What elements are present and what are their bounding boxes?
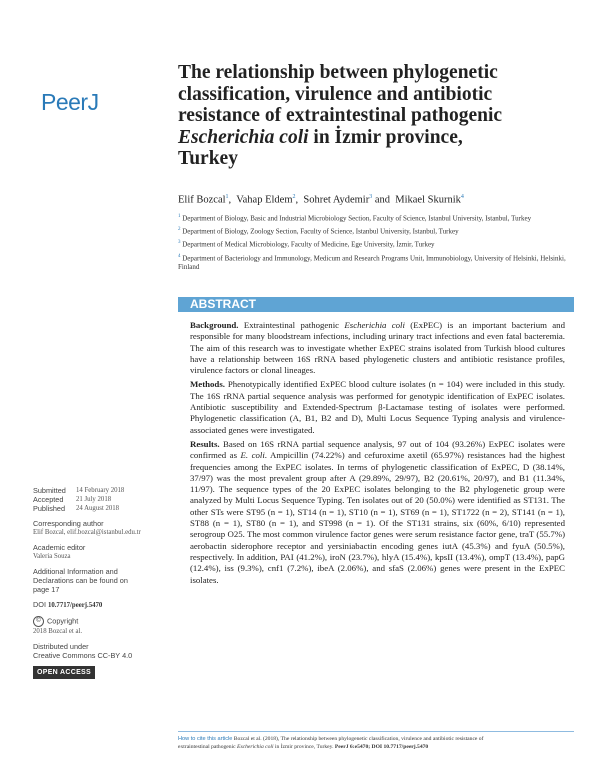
affiliation-mark: 2 — [178, 227, 181, 233]
copyright-label: Copyright — [47, 616, 79, 626]
published-label: Published — [33, 504, 66, 513]
author-list: Elif Bozcal$^1$, Vahap Eldem$^2$, Sohret Aydemir$^3$ and Mikael Skurnik$^4$ — [178, 194, 464, 206]
published-row — [33, 504, 173, 513]
species-name: Escherichia coli — [344, 320, 405, 330]
doi-label: DOI — [33, 600, 46, 609]
academic-editor-name: Valeria Souza — [33, 553, 71, 560]
affiliation-mark: 4 — [178, 253, 181, 259]
submitted-date: 14 February 2018 — [76, 487, 125, 494]
affiliation-item — [178, 238, 568, 250]
footer-divider — [178, 731, 574, 732]
affiliation-mark: 1 — [178, 214, 181, 219]
citation-text: extraintestinal pathogenic — [178, 743, 238, 750]
doi-link[interactable]: 10.7717/peerj.5470 — [47, 602, 103, 609]
section-label: Background. — [190, 320, 239, 330]
article-info-sidebar — [33, 486, 173, 679]
academic-editor-label: Academic editor — [33, 543, 86, 552]
doi-row — [33, 600, 173, 610]
section-label: Methods. — [190, 379, 225, 390]
author-affiliation-mark: 4 — [460, 194, 464, 200]
text-run: (ExPEC) is an important bacterium and responsible for many bloodstream infections, including urinary tract infections and even fatal bacteremia. The aim of this research was to investigate whether ExPEC strains isolated from Turkish blood cultures have a relationship between 16S rRNA based phylogenetic clusters and antibiotic resistance profiles, virulence factors or clonal lineages. — [190, 320, 565, 376]
author-affiliation-mark: 3 — [369, 194, 373, 200]
open-access-badge: OPEN ACCESS — [33, 666, 95, 679]
abstract-background — [190, 320, 565, 376]
affiliation-list — [178, 212, 568, 274]
author-affiliation-mark: 1 — [225, 194, 229, 200]
species-name: E. coli — [240, 450, 265, 461]
abstract-body — [190, 320, 565, 589]
author-name[interactable]: Vahap Eldem — [236, 194, 293, 206]
text-run: . Ampicillin (74.22%) and cefuroxime axetil (65.97%) resistances had the highest frequencies among the ExPEC isolates. In terms of phylogenetic classification of ExPEC, D (38.14%, 37/97) was the most prevalent group after A (29.89%, 29/97), B2 (20.61%, 20/97), and B1 (11.34%, 11/97). The sequence types of the 20 ExPEC isolates belonging to the B2 phylogenetic group were analyzed by Multi Locus Sequence Typing. Ten isolates out of 20 (50.0%) were identified as ST131. The other STs were ST95 (n = 1), ST14 (n = 1), ST10 (n = 1), ST69 (n = 1), ST1722 (n = 2), ST141 (n = 1), ST88 (n = 1), ST80 (n = 1), and ST998 (n = 1). Of the ST131 strains, six (60%, 6/10) represented serogroup O25. The most common virulence factor genes were serum resistance factor gene, traT (55.7%) aerobactin siderophore receptor and yersiniabactin encoding genes iutA (45.3%) and fyuA (50.5%), respectively. In addition, PAI (41.2%), iroN (23.7%), hlyA (15.4%), kpsII (13.4%), ompT (13.4%), papG (12.4%), iss (9.3%), cnf1 (7.2%), ibeA (2.06%), and sfaS (2.06%) genes were present in the ExPEC isolates. — [190, 450, 565, 585]
author-name[interactable]: Mikael Skurnik — [395, 194, 461, 206]
peerj-logo: PeerJ — [41, 89, 99, 115]
citation-text: in İzmir province, Turkey. — [273, 743, 335, 750]
author-name[interactable]: Sohret Aydemir — [303, 194, 370, 206]
license-line: Distributed under — [33, 642, 89, 651]
affiliation-text: Department of Biology, Zoology Section, Faculty of Science, Istanbul University, Istanbul, Turkey — [182, 227, 459, 236]
text-run: Extraintestinal pathogenic — [238, 320, 345, 330]
copyright-holder: 2018 Bozcal et al. — [33, 628, 83, 635]
title-line-4-rest: in İzmir province, — [308, 126, 463, 148]
article-title — [178, 62, 568, 170]
affiliation-text: Department of Biology, Basic and Industrial Microbiology Section, Faculty of Science, Istanbul University, Istanbul, Turkey — [182, 214, 532, 223]
title-line-5: Turkey — [178, 148, 238, 169]
accepted-date: 21 July 2018 — [76, 496, 112, 503]
text-run: Based on 16S rRNA partial sequence analysis, 97 out of 104 (93.26%) ExPEC isolates were confirmed as — [190, 438, 565, 461]
affiliation-text: Department of Medical Microbiology, Faculty of Medicine, Ege University, İzmir, Turkey — [182, 240, 435, 249]
submitted-row — [33, 486, 173, 495]
additional-info-line[interactable]: page 17 — [33, 585, 60, 594]
additional-info-line[interactable]: Additional Information and — [33, 567, 118, 576]
copyright-row — [33, 616, 173, 627]
abstract-methods — [190, 379, 565, 435]
how-to-cite-label: How to cite this article — [178, 736, 233, 742]
affiliation-item — [178, 252, 568, 273]
corresponding-author-label: Corresponding author — [33, 519, 104, 528]
submitted-label: Submitted — [33, 486, 66, 495]
section-label: Results. — [190, 438, 220, 449]
title-species: Escherichia coli — [178, 126, 309, 148]
species-name: Escherichia coli — [237, 743, 274, 750]
author-name[interactable]: Elif Bozcal — [178, 194, 226, 206]
citation-doi-link[interactable]: PeerJ 6:e5470; DOI 10.7717/peerj.5470 — [334, 743, 429, 750]
title-line-3: resistance of extraintestinal pathogenic — [178, 105, 503, 126]
abstract-results — [190, 439, 565, 586]
affiliation-item — [178, 225, 568, 237]
copyright-icon: © — [33, 616, 44, 627]
accepted-label: Accepted — [33, 495, 64, 504]
license-link[interactable]: Creative Commons CC-BY 4.0 — [33, 651, 133, 660]
accepted-row — [33, 495, 173, 504]
abstract-heading: ABSTRACT — [190, 297, 256, 311]
title-line-1: The relationship between phylogenetic — [178, 62, 498, 83]
author-affiliation-mark: 2 — [292, 194, 296, 200]
additional-info-line[interactable]: Declarations can be found on — [33, 576, 128, 585]
citation-text: Bozcal et al. (2018), The relationship between phylogenetic classification, virulence and antibiotic resistance of — [232, 736, 484, 742]
title-line-4 — [178, 127, 568, 149]
affiliation-mark: 3 — [178, 240, 181, 246]
text-run: Phenotypically identified ExPEC blood culture isolates (n = 104) were included in this study. The 16S rRNA partial sequence analysis was performed for genotypic identification of ExPEC isolates. Antibiotic susceptibility and Extended-Spectrum β-Lactamase testing of isolates were performed. Phylogenetic classification (A, B1, B2 and D), Multi Locus Sequence Typing analysis and virulence-associated genes were investigated. — [190, 379, 565, 435]
published-date: 24 August 2018 — [76, 505, 120, 512]
corresponding-author-email[interactable]: Elif Bozcal, elif.bozcal@istanbul.edu.tr — [33, 529, 141, 536]
citation-footer — [178, 736, 578, 751]
affiliation-text: Department of Bacteriology and Immunology, Medicum and Research Programs Unit, Immunobiology, University of Helsinki, Helsinki, Finland — [178, 254, 566, 272]
title-line-2: classification, virulence and antibiotic — [178, 83, 493, 105]
affiliation-item — [178, 212, 568, 224]
